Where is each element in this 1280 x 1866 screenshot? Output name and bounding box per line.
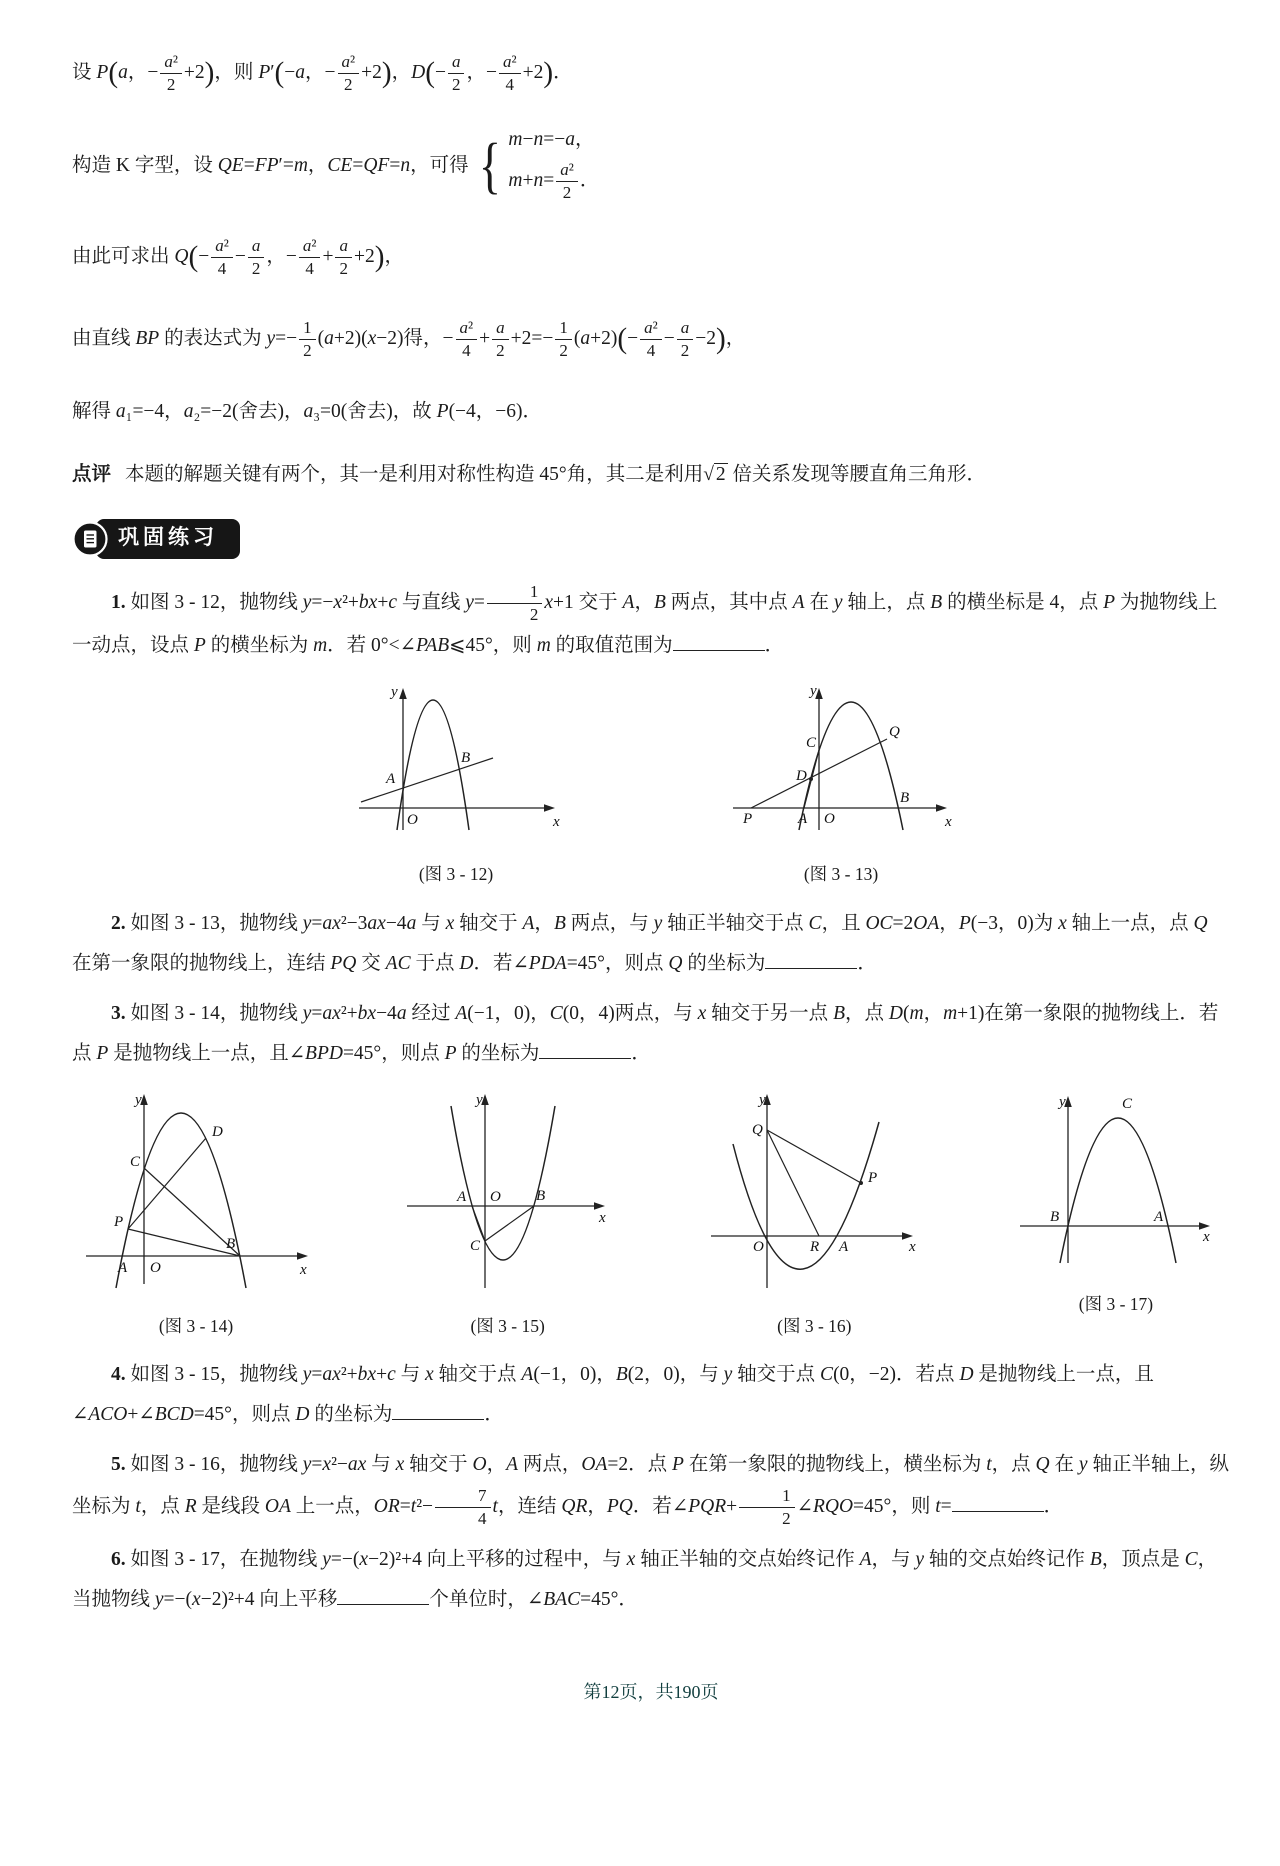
point-label-B: B (1049, 1208, 1060, 1225)
y-axis-arrow (399, 688, 407, 699)
solution-line-4: 由直线 BP 的表达式为 y=− $\frac{1}{2}$ (a+2)(x−2)得，− $\frac{\text{a²}}{4}$ + $\frac{a}{2}$ +2=− $\frac{1}{2}$ (a+2)(− $\frac{\text{a²}}{4}$ − $\frac{a}{2}$ −2)， (72, 317, 746, 360)
figure-3-17-plot (1006, 1088, 1226, 1278)
page-number: 第12页，共190页 (583, 1682, 719, 1703)
point-label-C: C (130, 1153, 141, 1170)
parabola-curve (397, 700, 469, 830)
figure-caption: (图 3 - 16) (777, 1315, 852, 1336)
problem-3: 3. 如图 3 - 14，抛物线 y=ax²+bx−4a 经过 A(−1，0)，C(0，4)两点，与 x 轴交于另一点 B，点 D(m，m+1)在第一象限的抛物线上．若点 P 是抛物线上一点，且∠BPD=45°，则点 P 的坐标为 ． (72, 1002, 1219, 1064)
point-label-A: A (386, 770, 396, 787)
point-P-dot (859, 1181, 863, 1185)
figure-3-12 (341, 680, 571, 886)
axis-label-y: y (135, 1091, 142, 1108)
figure-3-16 (699, 1088, 929, 1338)
x-axis-arrow (297, 1252, 308, 1260)
figure-3-16-plot (699, 1088, 929, 1300)
point-label-O: O (824, 810, 835, 827)
comment-paragraph (72, 456, 1230, 493)
point-label-A: A (118, 1259, 128, 1276)
figure-caption: (图 3 - 17) (1078, 1293, 1154, 1314)
point-D-dot (809, 777, 813, 781)
problem-6: 6. 如图 3 - 17，在抛物线 y=−(x−2)²+4 向上平移的过程中，与 x 轴正半轴的交点始终记作 A，与 y 轴的交点始终记作 B，顶点是 C，当抛物线 y=−(x−2)²+4 向上平移 个单位时，∠BAC=45°． (72, 1549, 1218, 1611)
solution-line-1: 设 P(a，− $\frac{\text{a²}}{2}$ +2)，则 P′(−a，− $\frac{\text{a²}}{2}$ +2)，D(− $\frac{a}{2}$ ，− $\frac{\text{a²}}{4}$ +2)． (72, 52, 573, 95)
segment-PB (128, 1229, 240, 1256)
figure-3-14 (76, 1088, 316, 1338)
point-label-B: B (461, 749, 471, 766)
point-label-O: O (489, 1188, 501, 1205)
x-axis-arrow (544, 804, 555, 812)
point-label-C: C (469, 1237, 480, 1254)
axis-label-y: y (475, 1091, 483, 1108)
point-label-D: D (796, 767, 807, 784)
segment-AC (472, 1206, 485, 1241)
point-label-B: B (226, 1235, 236, 1252)
comment-text: 本题的解题关键有两个，其一是利用对称性构造 45°角，其二是利用√ 2 倍关系发现等腰直角三角形． (125, 464, 987, 486)
point-label-Q: Q (752, 1121, 764, 1138)
figure-caption: (图 3 - 14) (158, 1315, 234, 1336)
badge-label: 巩固练习 (96, 519, 240, 558)
point-label-P: P (868, 1169, 878, 1186)
point-label-C: C (1121, 1095, 1132, 1112)
solution-line-3: 由此可求出 Q(− $\frac{\text{a²}}{4}$ − $\frac{a}{2}$ ，− $\frac{\text{a²}}{4}$ + $\frac{a}{2}$ +2)， (72, 236, 404, 279)
axis-label-x: x (300, 1261, 307, 1278)
figure-row-1 (72, 680, 1230, 886)
figure-caption: (图 3 - 12) (418, 863, 494, 884)
figure-caption: (图 3 - 15) (470, 1315, 545, 1336)
point-label-O: O (150, 1259, 161, 1276)
figure-caption: (图 3 - 13) (803, 863, 879, 884)
axis-label-x: x (598, 1209, 606, 1226)
figure-3-12-plot (341, 680, 571, 848)
line-AB (361, 758, 493, 802)
point-label-P: P (743, 810, 753, 827)
axis-label-y: y (1058, 1093, 1066, 1110)
point-label-A: A (1153, 1208, 1164, 1225)
figure-3-13 (721, 680, 961, 886)
point-label-C: C (806, 734, 817, 751)
point-label-O: O (753, 1238, 765, 1255)
point-label-P: P (114, 1213, 124, 1230)
point-label-A: A (798, 810, 808, 827)
notebook-icon (72, 521, 108, 557)
point-label-Q: Q (889, 723, 900, 740)
comment-label: 点评 (72, 464, 112, 486)
point-label-A: A (839, 1238, 849, 1255)
axis-label-x: x (1202, 1228, 1210, 1245)
point-label-A: A (456, 1188, 466, 1205)
axis-label-y: y (810, 682, 817, 699)
figure-3-15-plot (393, 1088, 623, 1300)
figure-3-14-plot (76, 1088, 316, 1300)
parabola-curve (451, 1106, 555, 1260)
segment-QR (767, 1130, 819, 1236)
problem-1: 1. 如图 3 - 12，抛物线 y=−x²+bx+c 与直线 y= $\frac{1}{2}$ x+1 交于 A，B 两点，其中点 A 在 y 轴上，点 B 的横坐标是 4，点 P 为抛物线上一动点，设点 P 的横坐标为 m．若 0°<∠PAB⩽45°，则 m 的取值范围为 ． (72, 581, 1218, 656)
axis-label-y: y (759, 1091, 766, 1108)
figure-3-17 (1006, 1088, 1226, 1338)
axis-label-y: y (391, 683, 398, 700)
parabola-curve (116, 1113, 246, 1288)
problem-2: 2. 如图 3 - 13，抛物线 y=ax²−3ax−4a 与 x 轴交于 A，B 两点，与 y 轴正半轴交于点 C，且 OC=2OA，P(−3，0)为 x 轴上一点，点 Q 在第一象限的抛物线上，连结 PQ 交 AC 于点 D．若∠PDA=45°，则点 Q 的坐标为 ． (72, 912, 1208, 974)
segment-CB (485, 1206, 534, 1241)
figure-3-15 (393, 1088, 623, 1338)
solution-line-5: 解得 a₁=−4，a₂=−2(舍去)，a₃=0(舍去)，故 P(−4，−6)． (72, 401, 543, 423)
axis-label-x: x (945, 813, 952, 830)
parabola-curve (1060, 1118, 1176, 1263)
x-axis-arrow (936, 804, 947, 812)
axis-label-x: x (553, 813, 560, 830)
figure-3-13-plot (721, 680, 961, 848)
segment-QP (767, 1130, 861, 1183)
section-badge (72, 519, 1230, 558)
point-label-O: O (407, 811, 418, 828)
axis-label-x: x (909, 1238, 916, 1255)
solution-line-2: 构造 K 字型，设 QE=FP′=m，CE=QF=n，可得 { m−n=−a， m+n= $\frac{\text{a²}}{2}$ ． (72, 128, 600, 203)
point-label-B: B (535, 1187, 545, 1204)
problem-4: 4. 如图 3 - 15，抛物线 y=ax²+bx+c 与 x 轴交于点 A(−1，0)，B(2，0)，与 y 轴交于点 C(0，−2)．若点 D 是抛物线上一点，且∠ACO+∠BCD=45°，则点 D 的坐标为 ． (72, 1364, 1154, 1426)
x-axis-arrow (594, 1202, 605, 1210)
problem-5: 5. 如图 3 - 16，抛物线 y=x²−ax 与 x 轴交于 O，A 两点，OA=2．点 P 在第一象限的抛物线上，横坐标为 t，点 Q 在 y 轴正半轴上，纵坐标为 t，点 R 是线段 OA 上一点，OR=t²− $\frac{7}{4}$ t，连结 QR，PQ．若∠PQR+ $\frac{1}{2}$ ∠RQO=45°，则 t= ． (72, 1454, 1229, 1529)
solution-section (72, 46, 1230, 493)
figure-row-2 (72, 1088, 1230, 1338)
point-label-B: B (900, 789, 910, 806)
point-label-D: D (212, 1123, 223, 1140)
point-label-R: R (810, 1238, 820, 1255)
